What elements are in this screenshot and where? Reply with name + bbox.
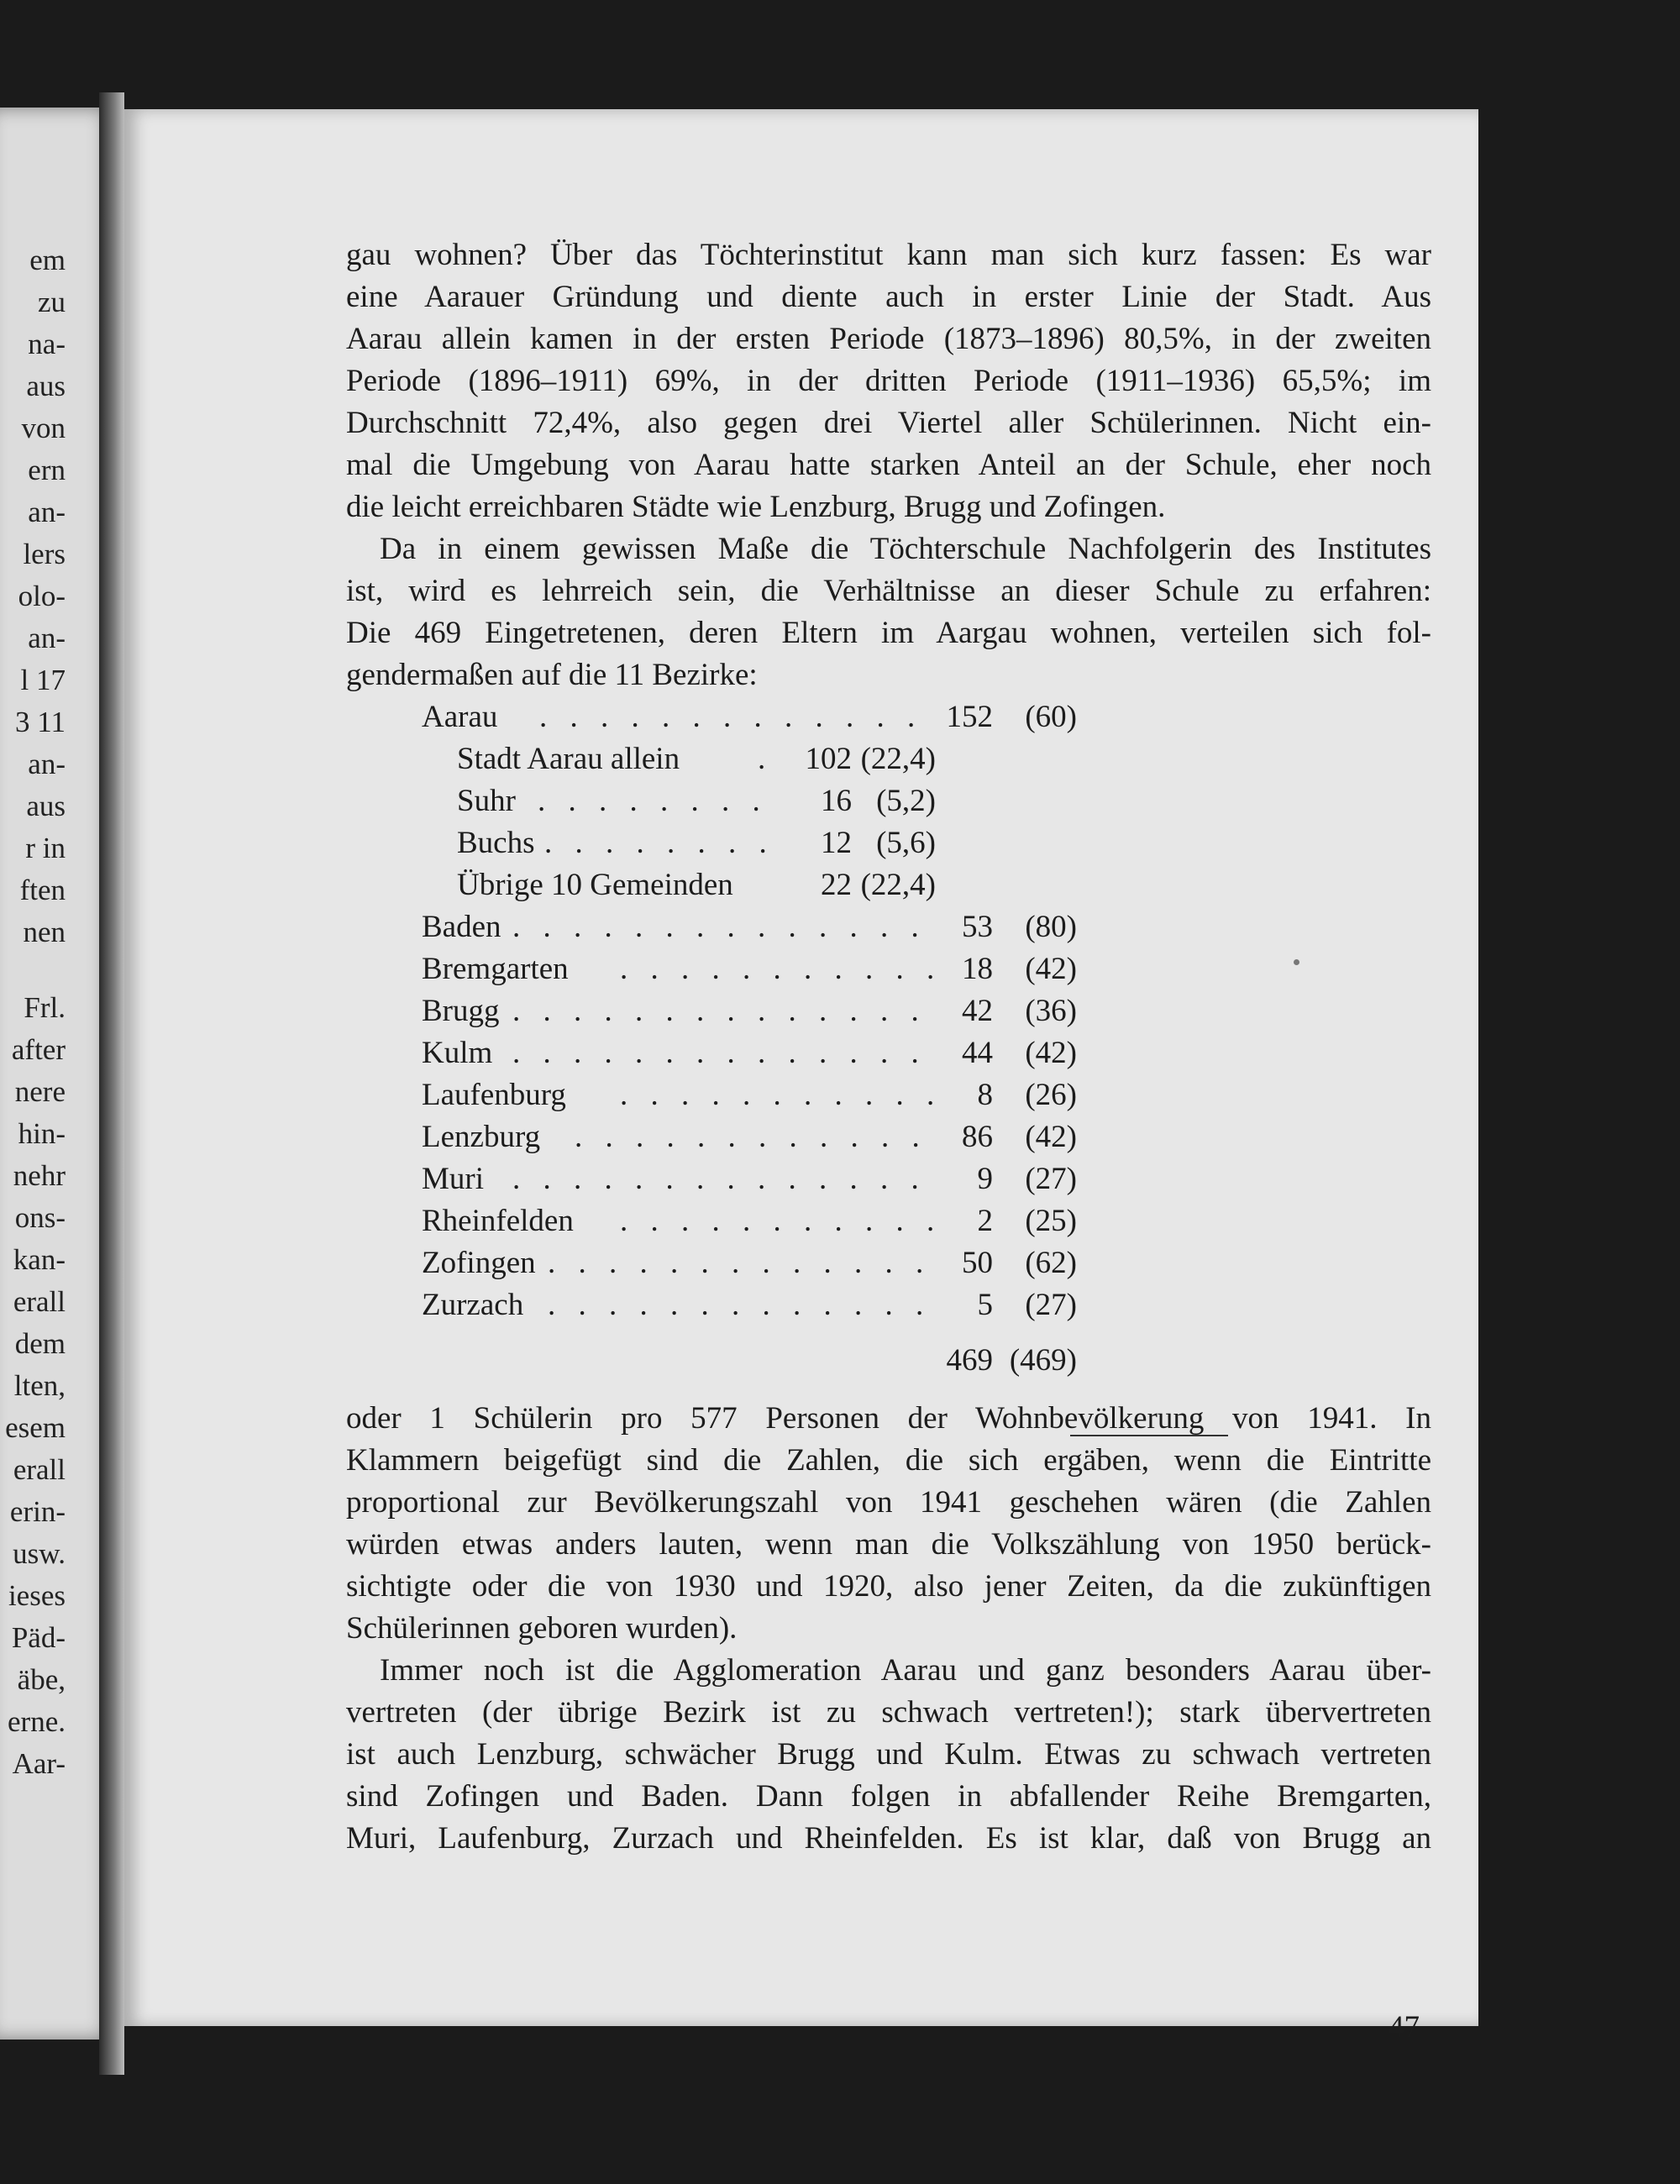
district-expected: (60) bbox=[1025, 700, 1077, 734]
subdistrict-value: 12 bbox=[821, 826, 852, 860]
district-name: Zofingen bbox=[422, 1246, 536, 1280]
dot-leader: . . . . . . . . . . . . bbox=[575, 1120, 927, 1154]
district-expected: (42) bbox=[1025, 952, 1077, 986]
subdistrict-value: 16 bbox=[821, 784, 852, 818]
left-fragment: aus bbox=[26, 370, 66, 402]
left-fragment: esem bbox=[5, 1411, 66, 1444]
table-row bbox=[422, 1161, 1228, 1201]
table-row bbox=[422, 993, 1228, 1033]
dot-leader: . . . . . . . . . . . . . . bbox=[512, 910, 927, 944]
table-subrow bbox=[457, 825, 995, 865]
district-name: Laufenburg bbox=[422, 1078, 566, 1112]
dot-leader: . . . . . . . . . . . . . . bbox=[512, 1036, 927, 1070]
left-fragment: hin- bbox=[18, 1117, 66, 1150]
text-line: sichtigte oder die von 1930 und 1920, also jener Zeiten, da die zukünftigen bbox=[346, 1569, 1431, 1604]
left-fragment: erall bbox=[13, 1285, 66, 1318]
district-value: 2 bbox=[977, 1204, 993, 1238]
left-fragment: zu bbox=[37, 286, 66, 318]
district-value: 18 bbox=[962, 952, 993, 986]
text-line: eine Aarauer Gründung und diente auch in erster Linie der Stadt. Aus bbox=[346, 280, 1431, 314]
subdistrict-value: 102 bbox=[805, 742, 852, 776]
district-value: 42 bbox=[962, 994, 993, 1028]
left-fragment: l 17 bbox=[20, 664, 66, 696]
table-row bbox=[422, 1077, 1228, 1117]
subdistrict-expected: (22,4) bbox=[860, 868, 936, 902]
district-name: Zurzach bbox=[422, 1288, 524, 1322]
district-name: Lenzburg bbox=[422, 1120, 541, 1154]
total-value: 469 bbox=[946, 1343, 993, 1378]
left-fragment: ons- bbox=[14, 1201, 66, 1234]
subdistrict-expected: (5,6) bbox=[876, 826, 936, 860]
subdistrict-name: Buchs bbox=[457, 826, 535, 860]
left-fragment: erin- bbox=[9, 1495, 66, 1528]
left-fragment: ern bbox=[28, 454, 66, 486]
district-name: Baden bbox=[422, 910, 501, 944]
total-expected: (469) bbox=[1009, 1343, 1077, 1378]
table-row bbox=[422, 1203, 1228, 1243]
page-number: 47 bbox=[1389, 2010, 1420, 2045]
dot-leader: . . . . . . . . . . . bbox=[620, 952, 942, 986]
dot-leader: . . . . . . . . bbox=[538, 784, 768, 818]
left-fragment: na- bbox=[28, 328, 66, 360]
text-line: ist auch Lenzburg, schwächer Brugg und Kulm. Etwas zu schwach vertreten bbox=[346, 1737, 1431, 1772]
left-fragment: olo- bbox=[18, 580, 66, 612]
left-fragment: nere bbox=[14, 1075, 66, 1108]
table-row bbox=[422, 699, 1228, 739]
left-fragment: lten, bbox=[13, 1369, 66, 1402]
text-line: Da in einem gewissen Maße die Töchterschule Nachfolgerin des Institutes bbox=[380, 532, 1431, 566]
text-line: Die 469 Eingetretenen, deren Eltern im Aargau wohnen, verteilen sich fol- bbox=[346, 616, 1431, 650]
left-fragment: aus bbox=[26, 790, 66, 822]
text-line: proportional zur Bevölkerungszahl von 1941 geschehen wären (die Zahlen bbox=[346, 1485, 1431, 1520]
dot-leader: . . . . . . . . . . . . . bbox=[539, 700, 923, 734]
table-subrow bbox=[457, 783, 995, 823]
table-row bbox=[422, 1287, 1228, 1327]
left-fragment: Frl. bbox=[24, 991, 66, 1024]
table-row bbox=[422, 1035, 1228, 1075]
paper-speck bbox=[1294, 959, 1299, 965]
district-name: Kulm bbox=[422, 1036, 493, 1070]
text-line: gau wohnen? Über das Töchterinstitut kann man sich kurz fassen: Es war bbox=[346, 238, 1431, 272]
district-name: Muri bbox=[422, 1162, 484, 1196]
left-fragment: äbe, bbox=[17, 1663, 66, 1696]
dot-leader: . . . . . . . . . . . bbox=[620, 1078, 942, 1112]
text-line: sind Zofingen und Baden. Dann folgen in abfallender Reihe Bremgarten, bbox=[346, 1779, 1431, 1814]
dot-leader: . . . . . . . . bbox=[544, 826, 774, 860]
district-expected: (25) bbox=[1025, 1204, 1077, 1238]
text-line: Aarau allein kamen in der ersten Periode (1873–1896) 80,5%, in der zweiten bbox=[346, 322, 1431, 356]
subdistrict-name: Stadt Aarau allein bbox=[457, 742, 680, 776]
left-fragment: erne. bbox=[8, 1705, 66, 1738]
text-line: Klammern beigefügt sind die Zahlen, die sich ergäben, wenn die Eintritte bbox=[346, 1443, 1431, 1478]
district-name: Aarau bbox=[422, 700, 498, 734]
district-expected: (36) bbox=[1025, 994, 1077, 1028]
left-fragment: kan- bbox=[13, 1243, 66, 1276]
dot-leader: . . . . . . . . . . . . . bbox=[548, 1246, 932, 1280]
text-line: die leicht erreichbaren Städte wie Lenzburg, Brugg und Zofingen. bbox=[346, 490, 1166, 524]
district-name: Bremgarten bbox=[422, 952, 569, 986]
dot-leader: . bbox=[758, 742, 774, 776]
left-fragment: nehr bbox=[13, 1159, 66, 1192]
table-subrow bbox=[457, 741, 995, 781]
district-value: 53 bbox=[962, 910, 993, 944]
text-line: gendermaßen auf die 11 Bezirke: bbox=[346, 658, 758, 692]
district-value: 44 bbox=[962, 1036, 993, 1070]
left-fragment: usw. bbox=[13, 1537, 66, 1570]
subdistrict-name: Suhr bbox=[457, 784, 516, 818]
dot-leader: . . . . . . . . . . . . . bbox=[548, 1288, 932, 1322]
left-fragment: an- bbox=[28, 748, 66, 780]
district-expected: (62) bbox=[1025, 1246, 1077, 1280]
left-fragment: Päd- bbox=[11, 1621, 66, 1654]
district-value: 5 bbox=[977, 1288, 993, 1322]
book-page bbox=[124, 109, 1478, 2045]
text-line: würden etwas anders lauten, wenn man die Volkszählung von 1950 berück- bbox=[346, 1527, 1431, 1562]
district-name: Brugg bbox=[422, 994, 500, 1028]
table-total-row bbox=[422, 1342, 1228, 1383]
district-value: 9 bbox=[977, 1162, 993, 1196]
left-fragment: dem bbox=[14, 1327, 66, 1360]
text-line: Immer noch ist die Agglomeration Aarau und ganz besonders Aarau über- bbox=[380, 1653, 1431, 1688]
district-expected: (27) bbox=[1025, 1162, 1077, 1196]
district-expected: (42) bbox=[1025, 1036, 1077, 1070]
district-expected: (26) bbox=[1025, 1078, 1077, 1112]
district-expected: (27) bbox=[1025, 1288, 1077, 1322]
left-fragment: after bbox=[11, 1033, 66, 1066]
subdistrict-name: Übrige 10 Gemeinden bbox=[457, 868, 733, 902]
left-fragment: ieses bbox=[8, 1579, 66, 1612]
left-fragment: erall bbox=[13, 1453, 66, 1486]
left-fragment: an- bbox=[28, 496, 66, 528]
text-line: Muri, Laufenburg, Zurzach und Rheinfelden. Es ist klar, daß von Brugg an bbox=[346, 1821, 1431, 1856]
text-line: vertreten (der übrige Bezirk ist zu schwach vertreten!); stark übervertreten bbox=[346, 1695, 1431, 1730]
left-fragment: r in bbox=[25, 832, 66, 864]
subdistrict-expected: (5,2) bbox=[876, 784, 936, 818]
left-fragment: lers bbox=[23, 538, 66, 570]
district-name: Rheinfelden bbox=[422, 1204, 574, 1238]
table-row bbox=[422, 951, 1228, 991]
left-fragment: Aar- bbox=[12, 1747, 66, 1780]
text-line: mal die Umgebung von Aarau hatte starken Anteil an der Schule, eher noch bbox=[346, 448, 1431, 482]
text-line: Durchschnitt 72,4%, also gegen drei Viertel aller Schülerinnen. Nicht ein- bbox=[346, 406, 1431, 440]
table-row bbox=[422, 1245, 1228, 1285]
table-row bbox=[422, 1119, 1228, 1159]
book-gutter bbox=[99, 92, 124, 2075]
district-expected: (42) bbox=[1025, 1120, 1077, 1154]
dot-leader: . . . . . . . . . . . . . . bbox=[512, 994, 927, 1028]
text-line: Periode (1896–1911) 69%, in der dritten Periode (1911–1936) 65,5%; im bbox=[346, 364, 1431, 398]
table-subrow bbox=[457, 867, 995, 907]
left-fragment: em bbox=[29, 244, 66, 276]
district-value: 50 bbox=[962, 1246, 993, 1280]
dot-leader: . . . . . . . . . . . . . . bbox=[512, 1162, 927, 1196]
district-value: 8 bbox=[977, 1078, 993, 1112]
district-value: 86 bbox=[962, 1120, 993, 1154]
left-fragment: von bbox=[21, 412, 66, 444]
subdistrict-value: 22 bbox=[821, 868, 852, 902]
text-line: ist, wird es lehrreich sein, die Verhältnisse an dieser Schule zu erfahren: bbox=[346, 574, 1431, 608]
left-fragment: ften bbox=[19, 874, 66, 906]
left-fragment: an- bbox=[28, 622, 66, 654]
district-expected: (80) bbox=[1025, 910, 1077, 944]
left-fragment: nen bbox=[23, 916, 66, 948]
district-value: 152 bbox=[946, 700, 993, 734]
text-line: oder 1 Schülerin pro 577 Personen der Wohnbevölkerung von 1941. In bbox=[346, 1401, 1431, 1436]
subdistrict-expected: (22,4) bbox=[860, 742, 936, 776]
dot-leader: . . . . . . . . . . . bbox=[620, 1204, 942, 1238]
text-line: Schülerinnen geboren wurden). bbox=[346, 1611, 738, 1646]
left-fragment: 3 11 bbox=[15, 706, 66, 738]
table-row bbox=[422, 909, 1228, 949]
